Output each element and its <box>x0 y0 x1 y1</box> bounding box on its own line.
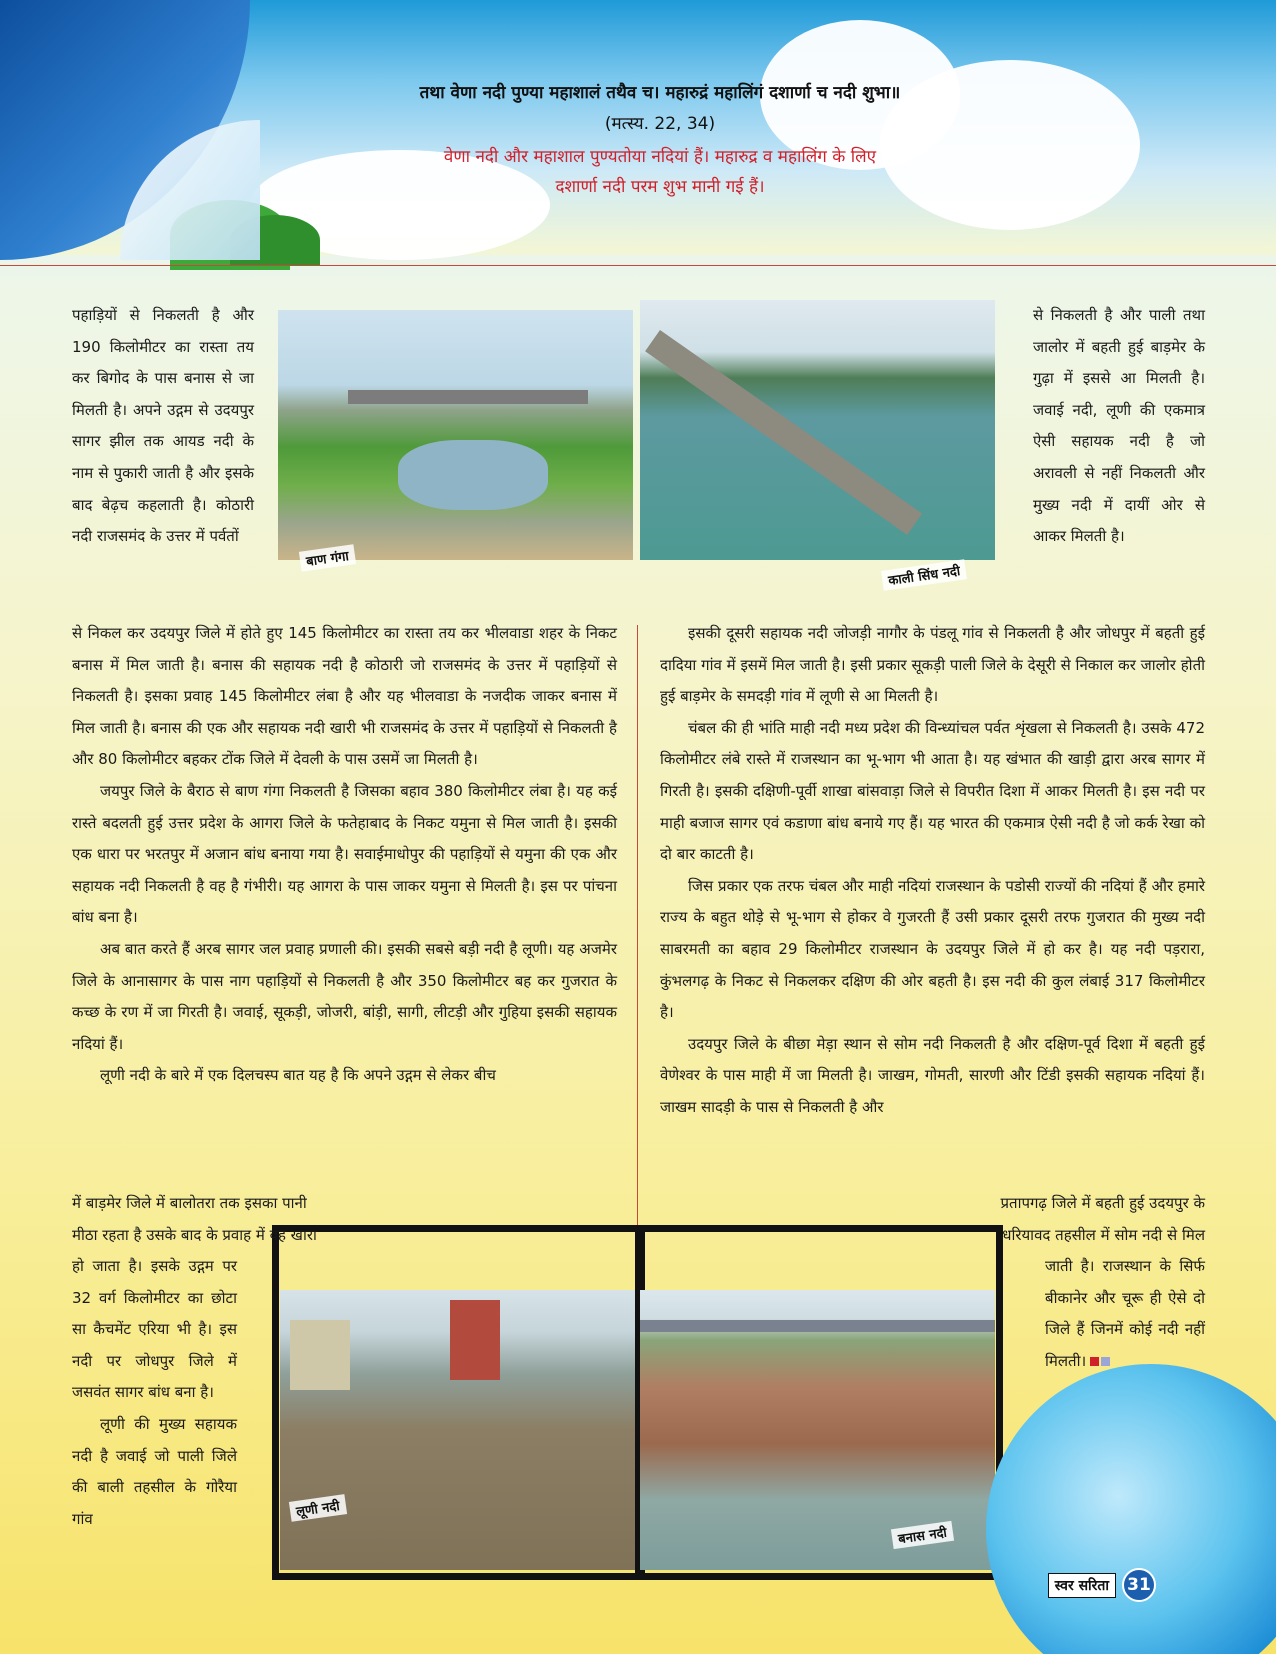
right-text-narrow-bottom <box>1045 1251 1205 1377</box>
wave-decoration <box>986 1364 1276 1654</box>
left-text-narrow-top: पहाड़ियों से निकलती है और 190 किलोमीटर का रास्ता तय कर बिगोद के पास बनास से जा मिलती है। अपने उद्गम से उदयपुर सागर झील तक आयड नदी के नाम से पुकारी जाती है और इसके बाद बेढ़च कहलाती है। कोठारी नदी राजसमंद के उत्तर में पर्वतों <box>72 306 254 546</box>
left-text-narrow-bottom <box>72 1251 237 1535</box>
left-text-wide <box>72 618 617 1092</box>
bridge-shape <box>640 1320 995 1332</box>
hut-shape <box>290 1320 350 1390</box>
magazine-name: स्वर सरिता <box>1048 1573 1116 1598</box>
page-footer <box>1048 1568 1156 1602</box>
right-text-wide <box>660 618 1205 1124</box>
end-mark-icon <box>1101 1357 1110 1366</box>
column-divider <box>637 625 638 1225</box>
left-bottom-paragraph-1: हो जाता है। इसके उद्गम पर 32 वर्ग किलोमीटर का छोटा सा कैचमेंट एरिया भी है। इस नदी पर जोधपुर जिले में जसवंत सागर बांध बना है। <box>72 1257 237 1402</box>
verse-sanskrit: तथा वेणा नदी पुण्या महाशालं तथैव च। महारुद्रं महालिंगं दशार्णा च नदी शुभा॥ <box>419 83 901 103</box>
page-number: 31 <box>1122 1568 1156 1602</box>
photo-kali-sindh <box>640 300 995 560</box>
left-mid-line2: मीठा रहता है उसके बाद के प्रवाह में वह खारा <box>72 1225 317 1244</box>
verse-reference: (मत्स्य. 22, 34) <box>604 114 716 134</box>
right-bottom-paragraph: जाती है। राजस्थान के सिर्फ बीकानेर और चूरू ही ऐसे दो जिले हैं जिनमें कोई नदी नहीं मिलती। <box>1045 1257 1205 1370</box>
caption-banas: बनास नदी <box>891 1521 954 1549</box>
end-mark-icon <box>1090 1357 1099 1366</box>
right-paragraph-4: उदयपुर जिले के बीछा मेड़ा स्थान से सोम नदी निकलती है और दक्षिण-पूर्व दिशा में बहती हुई वेणेश्वर के पास माही में जा मिलती है। जाखम, गोमती, सारणी और टिंडी इसकी सहायक नदियां हैं। जाखम सादड़ी के पास से निकलती है और <box>660 1034 1205 1116</box>
horizontal-divider <box>0 265 1276 266</box>
left-paragraph-3: अब बात करते हैं अरब सागर जल प्रवाह प्रणाली की। इसकी सबसे बड़ी नदी है लूणी। यह अजमेर जिले के आनासागर के पास नाग पहाड़ियों से निकलती है और 350 किलोमीटर बह कर गुजरात के कच्छ के रण में जा गिरती है। जवाई, सूकड़ी, जोजरी, बांड़ी, सागी, लीटड़ी और गुहिया इसकी सहायक नदियां हैं। <box>72 939 617 1053</box>
verse-translation-line2: दशार्णा नदी परम शुभ मानी गई हैं। <box>555 177 765 197</box>
right-paragraph-2: चंबल की ही भांति माही नदी मध्य प्रदेश की विन्ध्यांचल पर्वत शृंखला से निकलती है। उसके 472 किलोमीटर लंबे रास्ते में राजस्थान का भू-भाग भी आता है। यह खंभात की खाड़ी द्वारा अरब सागर में गिरती है। इसकी दक्षिणी-पूर्वी शाखा बांसवाड़ा जिले से विपरीत दिशा में आकर मिलती है। इस नदी पर माही बजाज सागर एवं कडाणा बांध बनाये गए हैं। यह भारत की एकमात्र ऐसी नदी है जो कर्क रेखा को दो बार काटती है। <box>660 718 1205 864</box>
gate-shape <box>450 1300 500 1380</box>
dam-shape <box>645 330 922 535</box>
right-paragraph-1: इसकी दूसरी सहायक नदी जोजड़ी नागौर के पंडलू गांव से निकलती है और जोधपुर में बहती हुई दादिया गांव में इसमें मिल जाती है। इसी प्रकार सूकड़ी पाली जिले के देसूरी से निकाल कर जालोर होती हुई बाड़मेर के समदड़ी गांव में लूणी से आ मिलती है। <box>660 624 1205 706</box>
right-mid-line2: धरियावद तहसील में सोम नदी से मिल <box>1002 1225 1205 1244</box>
left-bottom-paragraph-2: लूणी की मुख्य सहायक नदी है जवाई जो पाली जिले की बाली तहसील के गोरैया गांव <box>72 1414 237 1528</box>
right-mid-line1: प्रतापगढ़ जिले में बहती हुई उदयपुर के <box>1000 1194 1205 1212</box>
right-text-narrow-top: से निकलती है और पाली तथा जालोर में बहती हुई बाड़मेर के गुढ़ा में इससे आ मिलती है। जवाई नदी, लूणी की एकमात्र ऐसी सहायक नदी है जो अरावली से नहीं निकलती और मुख्य नदी में दायीं ओर से आकर मिलती है। <box>1033 306 1205 546</box>
water-shape <box>398 440 548 510</box>
left-paragraph-1: से निकल कर उदयपुर जिले में होते हुए 145 किलोमीटर का रास्ता तय कर भीलवाडा शहर के निकट बनास में मिल जाती है। बनास की सहायक नदी है कोठारी जो राजसमंद के उत्तर में पहाड़ियों से निकलती है। इसका प्रवाह 145 किलोमीटर लंबा है और यह भीलवाडा के नजदीक जाकर बनास में मिल जाती है। बनास की एक और सहायक नदी खारी भी राजसमंद के उत्तर में पहाड़ियों से निकलती है और 80 किलोमीटर बहकर टोंक जिले में देवली के पास उसमें जा मिलती है। <box>72 624 617 769</box>
caption-ban-ganga: बाण गंगा <box>299 544 356 571</box>
left-text-mid <box>72 1188 392 1251</box>
right-text-mid <box>900 1188 1205 1251</box>
left-mid-line1: में बाड़मेर जिले में बालोतरा तक इसका पानी <box>72 1194 307 1212</box>
left-paragraph-2: जयपुर जिले के बैराठ से बाण गंगा निकलती है जिसका बहाव 380 किलोमीटर लंबा है। यह कई रास्ते बदलती हुई उत्तर प्रदेश के आगरा जिले के फतेहाबाद के निकट यमुना से मिल जाती है। इसकी एक धारा पर भरतपुर में अजान बांध बनाया गया है। सवाईमाधोपुर की पहाड़ियों से यमुना की एक और सहायक नदी निकलती है वह है गंभीरी। यह आगरा के पास जाकर यमुना से मिलती है। इस पर पांचना बांध बना है। <box>72 781 617 927</box>
photo-luni <box>280 1290 635 1570</box>
caption-kali-sindh: काली सिंध नदी <box>881 559 967 591</box>
bridge-shape <box>348 390 588 404</box>
photo-ban-ganga <box>278 310 633 560</box>
caption-luni: लूणी नदी <box>289 1494 347 1522</box>
right-paragraph-3: जिस प्रकार एक तरफ चंबल और माही नदियां राजस्थान के पडोसी राज्यों की नदियां हैं और हमारे राज्य के बहुत थोड़े से भू-भाग से होकर वे गुजरती हैं उसी प्रकार दूसरी तरफ गुजरात की मुख्य नदी साबरमती का बहाव 29 किलोमीटर राजस्थान के उदयपुर जिले में हो कर है। यह नदी पड़रारा, कुंभलगढ़ के निकट से निकलकर दक्षिण की ओर बहती है। इस नदी की कुल लंबाई 317 किलोमीटर है। <box>660 876 1205 1022</box>
sanskrit-verse-block <box>300 80 1020 202</box>
verse-translation-line1: वेणा नदी और महाशाल पुण्यतोया नदियां हैं। महारुद्र व महालिंग के लिए <box>443 147 877 167</box>
left-paragraph-4-line1: लूणी नदी के बारे में एक दिलचस्प बात यह है कि अपने उद्गम से लेकर बीच <box>100 1066 496 1085</box>
